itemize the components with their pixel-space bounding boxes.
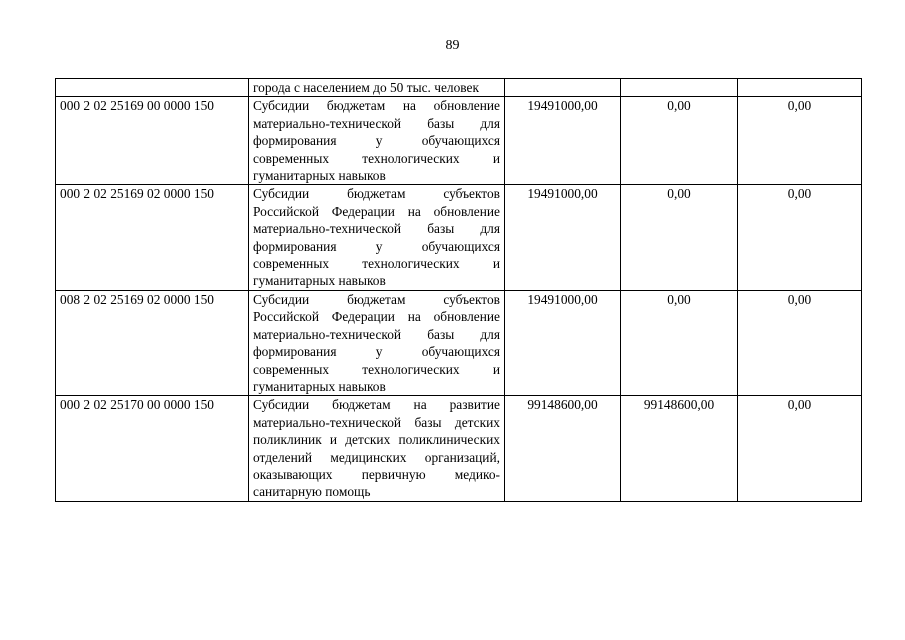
income-name-cell: Субсидии бюджетам на развитие материально-технической базы детских поликлиник и детских поликлинических отделений медицинских организаций, оказывающих первичную медико-санитарную помощь bbox=[249, 396, 505, 501]
budget-revenue-table bbox=[55, 78, 862, 502]
amount-cell-3: 0,00 bbox=[738, 290, 862, 395]
table-row bbox=[56, 97, 862, 185]
amount-cell-1: 99148600,00 bbox=[505, 396, 621, 501]
amount-cell-3: 0,00 bbox=[738, 97, 862, 185]
table-row bbox=[56, 185, 862, 290]
income-name-cell: Субсидии бюджетам на обновление материально-технической базы для формирования у обучающихся современных технологических и гуманитарных навыков bbox=[249, 97, 505, 185]
budget-code-cell: 000 2 02 25170 00 0000 150 bbox=[56, 396, 249, 501]
budget-code-cell: 008 2 02 25169 02 0000 150 bbox=[56, 290, 249, 395]
amount-cell-1: 19491000,00 bbox=[505, 97, 621, 185]
amount-cell-2: 99148600,00 bbox=[621, 396, 738, 501]
amount-cell-1: 19491000,00 bbox=[505, 185, 621, 290]
amount-cell-1 bbox=[505, 79, 621, 97]
amount-cell-3 bbox=[738, 79, 862, 97]
budget-code-cell bbox=[56, 79, 249, 97]
budget-code-cell: 000 2 02 25169 00 0000 150 bbox=[56, 97, 249, 185]
table-row bbox=[56, 79, 862, 97]
income-name-cell: Субсидии бюджетам субъектов Российской Федерации на обновление материально-технической базы для формирования у обучающихся современных технологических и гуманитарных навыков bbox=[249, 185, 505, 290]
amount-cell-2: 0,00 bbox=[621, 97, 738, 185]
amount-cell-2: 0,00 bbox=[621, 290, 738, 395]
budget-code-cell: 000 2 02 25169 02 0000 150 bbox=[56, 185, 249, 290]
income-name-cell: города с населением до 50 тыс. человек bbox=[249, 79, 505, 97]
amount-cell-2: 0,00 bbox=[621, 185, 738, 290]
table-row bbox=[56, 290, 862, 395]
amount-cell-3: 0,00 bbox=[738, 185, 862, 290]
page-number: 89 bbox=[445, 38, 460, 53]
table-row bbox=[56, 396, 862, 501]
amount-cell-1: 19491000,00 bbox=[505, 290, 621, 395]
amount-cell-2 bbox=[621, 79, 738, 97]
amount-cell-3: 0,00 bbox=[738, 396, 862, 501]
income-name-cell: Субсидии бюджетам субъектов Российской Федерации на обновление материально-технической базы для формирования у обучающихся современных технологических и гуманитарных навыков bbox=[249, 290, 505, 395]
